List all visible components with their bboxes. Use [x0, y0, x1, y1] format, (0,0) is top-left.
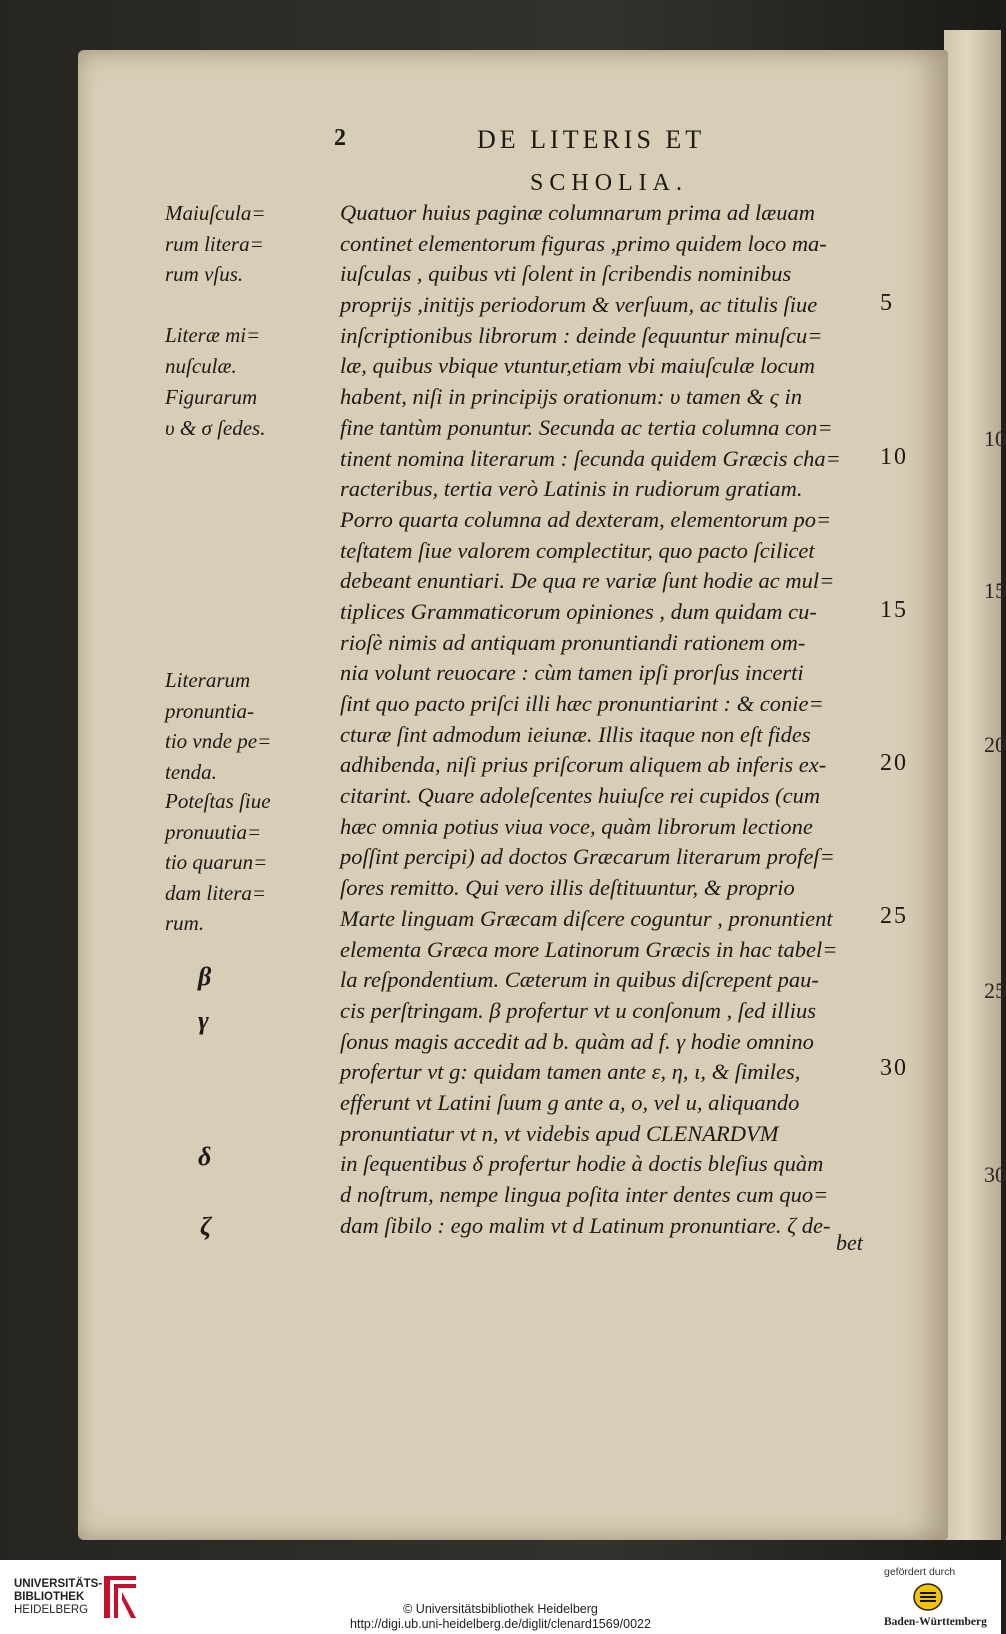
text-line: adhibenda, niſi prius priſcorum aliquem ab inferis ex-: [340, 752, 827, 778]
margin-note-line: pronuutia=: [165, 819, 262, 844]
copyright-text: © Universitätsbibliothek Heidelberg: [403, 1602, 598, 1616]
margin-note-line: dam litera=: [165, 880, 267, 905]
margin-greek-letter: ζ: [200, 1212, 212, 1241]
text-line: ſonus magis accedit ad b. quàm ad f. γ hodie omnino: [340, 1028, 814, 1054]
text-line: pronuntiatur vt n, vt videbis apud CLENARDVM: [340, 1120, 779, 1146]
text-line: teſtatem ſiue valorem complectitur, quo pacto ſcilicet: [340, 537, 815, 563]
text-line: proprijs ,initijs periodorum & verſuum, ac titulis ſiue: [340, 292, 818, 318]
margin-note-line: Literarum: [165, 668, 251, 692]
text-line: la reſpondentium. Cæterum in quibus diſcrepent pau-: [340, 967, 819, 993]
margin-note-line: rum litera=: [165, 231, 264, 256]
margin-note: [165, 786, 315, 939]
viewer-footer: [0, 1560, 1001, 1634]
text-line: læ, quibus vbique vtuntur,etiam vbi maiuſculæ locum: [340, 353, 815, 379]
library-name-line: UNIVERSITÄTS-: [14, 1578, 103, 1590]
margin-note-line: Poteſtas ſiue: [165, 789, 271, 813]
margin-note-line: nuſculæ.: [165, 353, 237, 378]
text-line: Marte linguam Græcam diſcere coguntur , pronuntient: [340, 905, 833, 931]
text-line: Quatuor huius paginæ columnarum prima ad læuam: [340, 200, 816, 225]
margin-note: [165, 382, 315, 443]
text-line: fine tantùm ponuntur. Secunda ac tertia columna con=: [340, 414, 833, 440]
text-line: citarint. Quare adoleſcentes huiuſce rei cupidos (cum: [340, 783, 821, 809]
edge-line-number: 25: [984, 978, 1006, 1003]
text-line: debeant enuntiari. De qua re variæ ſunt hodie ac mul=: [340, 568, 835, 594]
margin-note-line: rum.: [165, 911, 205, 935]
text-line: tinent nomina literarum : ſecunda quidem Græcis cha=: [340, 445, 841, 471]
margin-greek-letter: γ: [198, 1006, 209, 1035]
next-page-edge: [944, 30, 1001, 1540]
sponsor-name: Baden-Württemberg: [884, 1616, 987, 1628]
edge-line-number: 30: [984, 1162, 1006, 1187]
library-name-line: BIBLIOTHEK: [14, 1591, 85, 1603]
text-line: poſſint percipi) ad doctos Græcarum literarum profeſ=: [340, 844, 835, 870]
section-heading: SCHOLIA.: [530, 170, 689, 196]
main-text-block: [340, 198, 880, 1241]
line-number: 15: [880, 597, 908, 623]
text-line: nia volunt reuocare : cùm tamen ipſi prorſus incerti: [340, 660, 804, 686]
text-line: dam ſibilo : ego malim vt d Latinum pronuntiare. ζ de-: [340, 1212, 831, 1238]
line-number: 10: [880, 444, 908, 470]
margin-note-line: υ & σ ſedes.: [165, 415, 266, 440]
margin-note: [165, 665, 315, 787]
margin-greek-letter: β: [198, 962, 212, 991]
line-number: 5: [880, 290, 894, 316]
text-line: cturæ ſint admodum ieiunæ. Illis itaque non eſt fides: [340, 721, 811, 747]
margin-note-line: Figurarum: [165, 385, 258, 409]
edge-line-number: 10: [984, 426, 1006, 451]
text-line: cis perſtringam. β profertur vt u conſonum , ſed illius: [340, 997, 816, 1023]
line-number: 30: [880, 1055, 908, 1081]
text-line: profertur vt g: quidam tamen ante ε, η, ι, & ſimiles,: [340, 1059, 801, 1085]
folio-number: 2: [334, 125, 350, 151]
margin-note-line: Maiuſcula=: [165, 201, 266, 225]
text-line: iuſculas , quibus vti ſolent in ſcribendis nominibus: [340, 261, 792, 287]
text-line: in ſequentibus δ profertur hodie à doctis bleſius quàm: [340, 1151, 824, 1177]
text-line: Porro quarta columna ad dexteram, elementorum po=: [340, 506, 832, 532]
text-line: efferunt vt Latini ſuum g ante a, o, vel u, aliquando: [340, 1089, 800, 1115]
text-line: tiplices Grammaticorum opiniones , dum quidam cu-: [340, 598, 817, 624]
text-line: elementa Græca more Latinorum Græcis in hac tabel=: [340, 936, 838, 962]
coat-of-arms-icon: [913, 1582, 943, 1612]
text-line: habent, niſi in principijs orationum: υ tamen & ς in: [340, 384, 802, 410]
line-number: 20: [880, 750, 908, 776]
edge-line-number: 15: [984, 578, 1006, 603]
margin-note-line: tio quarun=: [165, 850, 268, 874]
sponsor-label: gefördert durch: [884, 1566, 956, 1578]
catchword: bet: [836, 1230, 863, 1255]
margin-note: [165, 198, 315, 290]
library-name-line: HEIDELBERG: [14, 1604, 89, 1616]
margin-note-line: tenda.: [165, 759, 217, 784]
line-number: 25: [880, 903, 908, 929]
copyright-notice: [0, 1602, 1001, 1632]
margin-note-line: pronuntia-: [165, 698, 255, 723]
text-line: continet elementorum figuras ,primo quidem loco ma-: [340, 230, 827, 256]
text-line: ſores remitto. Qui vero illis deſtituuntur, & proprio: [340, 875, 795, 901]
permalink-url[interactable]: http://digi.ub.uni-heidelberg.de/diglit/clenard1569/0022: [350, 1617, 651, 1631]
margin-note-line: rum vſus.: [165, 262, 244, 286]
text-line: hæc omnia potius viua voce, quàm librorum lectione: [340, 813, 813, 839]
edge-line-number: 20: [984, 732, 1006, 757]
running-title: DE LITERIS ET: [477, 125, 706, 154]
text-line: racteribus, tertia verò Latinis in rudiorum gratiam.: [340, 476, 803, 502]
margin-greek-letter: δ: [198, 1142, 212, 1171]
margin-note-line: Literæ mi=: [165, 323, 261, 347]
margin-note-line: tio vnde pe=: [165, 729, 272, 753]
text-line: rioſè nimis ad antiquam pronuntiandi rationem om-: [340, 629, 806, 655]
text-line: inſcriptionibus librorum : deinde ſequuntur minuſcu=: [340, 322, 823, 348]
margin-note: [165, 320, 315, 381]
text-line: ſint quo pacto priſci illi hæc pronuntiarint : & conie=: [340, 691, 824, 716]
text-line: d noſtrum, nempe lingua poſita inter dentes cum quo=: [340, 1182, 829, 1207]
